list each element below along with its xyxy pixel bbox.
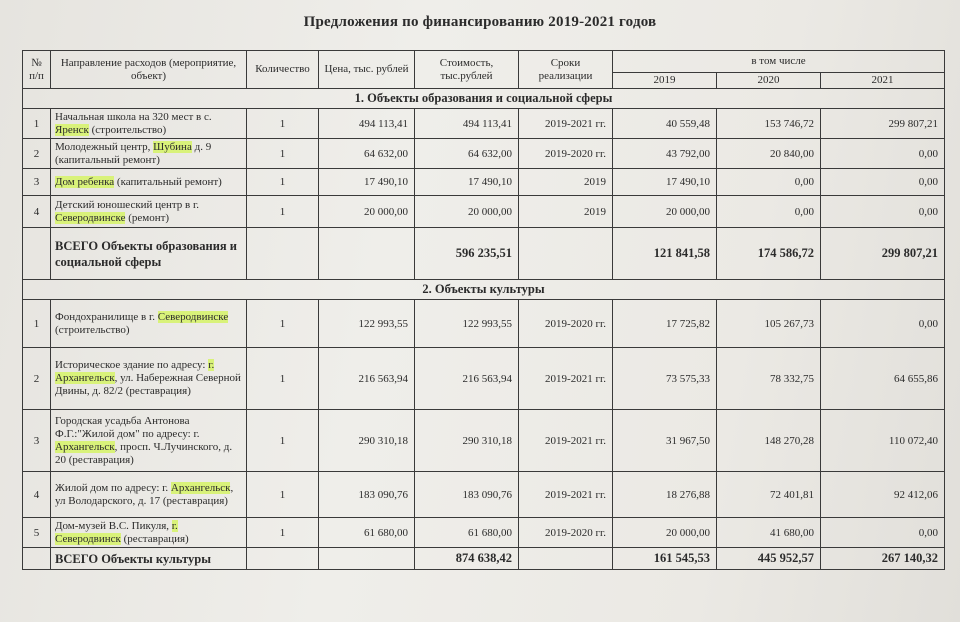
direction-text: (капитальный ремонт) [114,175,222,188]
direction-text: Молодежный центр, [55,140,154,153]
row-cost: 17 490,10 [415,169,519,196]
row-2021: 299 807,21 [821,109,945,139]
total-2020: 445 952,57 [717,548,821,570]
row-2019: 18 276,88 [613,472,717,518]
row-terms: 2019-2020 гг. [519,139,613,169]
row-2021: 92 412,06 [821,472,945,518]
row-2020: 148 270,28 [717,410,821,472]
total-row [23,548,945,570]
table-row [23,518,945,548]
section-row [23,280,945,300]
row-qty: 1 [247,518,319,548]
row-2020: 72 401,81 [717,472,821,518]
row-qty: 1 [247,472,319,518]
row-cost: 64 632,00 [415,139,519,169]
total-row [23,228,945,280]
highlighted-place: Архангельск [55,440,115,453]
row-direction [51,348,247,410]
row-direction [51,300,247,348]
row-price: 122 993,55 [319,300,415,348]
row-terms: 2019 [519,196,613,228]
row-2021: 0,00 [821,139,945,169]
direction-text: Историческое здание по адресу: [55,359,209,371]
row-number: 4 [23,472,51,518]
row-2019: 43 792,00 [613,139,717,169]
highlighted-place: Архангельск [170,481,231,494]
row-direction [51,109,247,139]
row-2021: 0,00 [821,196,945,228]
header-2021: 2021 [821,73,945,89]
row-cost: 122 993,55 [415,300,519,348]
highlighted-place: Яренск [55,123,89,136]
row-price: 183 090,76 [319,472,415,518]
row-price: 17 490,10 [319,169,415,196]
row-2021: 110 072,40 [821,410,945,472]
total-2021: 267 140,32 [821,548,945,570]
row-2019: 20 000,00 [613,518,717,548]
section-title: 2. Объекты культуры [23,280,945,300]
row-price: 20 000,00 [319,196,415,228]
row-direction [51,518,247,548]
row-qty: 1 [247,348,319,410]
row-2019: 20 000,00 [613,196,717,228]
row-price: 216 563,94 [319,348,415,410]
total-empty [319,228,415,280]
row-qty: 1 [247,300,319,348]
row-direction [51,196,247,228]
total-2021: 299 807,21 [821,228,945,280]
row-terms: 2019 [519,169,613,196]
total-cost: 596 235,51 [415,228,519,280]
row-terms: 2019-2021 гг. [519,109,613,139]
row-number: 5 [23,518,51,548]
row-terms: 2019-2021 гг. [519,348,613,410]
total-2019: 121 841,58 [613,228,717,280]
header-qty: Количество [247,51,319,89]
highlighted-place: Северодвинске [55,211,126,224]
direction-text: Фондохранилище в г. [55,310,158,323]
row-cost: 216 563,94 [415,348,519,410]
row-2021: 64 655,86 [821,348,945,410]
row-price: 494 113,41 [319,109,415,139]
direction-text: , ул. Набережная Северной Двины, д. 82/2 (реставрация) [55,372,241,397]
total-2020: 174 586,72 [717,228,821,280]
row-cost: 494 113,41 [415,109,519,139]
table-row [23,472,945,518]
total-empty [519,228,613,280]
direction-text: (реставрация) [120,532,189,545]
row-2019: 17 725,82 [613,300,717,348]
row-qty: 1 [247,139,319,169]
highlighted-place: г. Архангельск [55,359,215,384]
row-2021: 0,00 [821,300,945,348]
row-2020: 0,00 [717,169,821,196]
total-empty [247,228,319,280]
row-number: 2 [23,139,51,169]
row-terms: 2019-2020 гг. [519,300,613,348]
row-direction [51,169,247,196]
highlighted-place: Северодвинске [157,310,229,323]
highlighted-place: Дом ребенка [55,175,115,188]
row-2019: 17 490,10 [613,169,717,196]
table-row [23,410,945,472]
row-2020: 0,00 [717,196,821,228]
row-2021: 0,00 [821,518,945,548]
direction-text: Жилой дом по адресу: г. [55,481,171,494]
table-row [23,300,945,348]
row-qty: 1 [247,196,319,228]
row-2020: 105 267,73 [717,300,821,348]
header-terms: Сроки реализации [519,51,613,89]
row-cost: 183 090,76 [415,472,519,518]
table-row [23,109,945,139]
row-2019: 31 967,50 [613,410,717,472]
row-direction [51,139,247,169]
row-2020: 153 746,72 [717,109,821,139]
table-row [23,169,945,196]
row-2019: 73 575,33 [613,348,717,410]
total-empty [519,548,613,570]
row-direction [51,410,247,472]
row-cost: 20 000,00 [415,196,519,228]
row-cost: 290 310,18 [415,410,519,472]
section-title: 1. Объекты образования и социальной сферы [23,89,945,109]
row-number: 1 [23,300,51,348]
direction-text: д. 9 (капитальный ремонт) [55,140,212,166]
document-title: Предложения по финансированию 2019-2021 годов [303,14,657,30]
header-num: № п/п [23,51,51,89]
table-row [23,196,945,228]
direction-text: (строительство) [55,323,130,336]
highlighted-place: Шубина [153,140,192,153]
direction-text: , просп. Ч.Лучинского, д. 20 (реставрация) [55,440,233,466]
direction-text: (ремонт) [125,211,170,224]
header-cost: Стоимость, тыс.рублей [415,51,519,89]
direction-text: , ул Володарского, д. 17 (реставрация) [55,481,234,507]
row-price: 290 310,18 [319,410,415,472]
header-2019: 2019 [613,73,717,89]
row-number: 3 [23,410,51,472]
table-row [23,348,945,410]
row-terms: 2019-2021 гг. [519,472,613,518]
total-label: ВСЕГО Объекты образования и социальной сферы [51,228,247,280]
row-2020: 78 332,75 [717,348,821,410]
highlighted-place: г. Северодвинск [55,519,178,545]
direction-text: (строительство) [88,123,167,136]
header-direction: Направление расходов (мероприятие, объект) [51,51,247,89]
header-price: Цена, тыс. рублей [319,51,415,89]
row-terms: 2019-2020 гг. [519,518,613,548]
total-empty [23,548,51,570]
total-empty [23,228,51,280]
row-2021: 0,00 [821,169,945,196]
total-2019: 161 545,53 [613,548,717,570]
direction-text: Дом-музей В.С. Пикуля, [55,519,172,532]
row-2020: 20 840,00 [717,139,821,169]
row-cost: 61 680,00 [415,518,519,548]
row-number: 4 [23,196,51,228]
total-empty [247,548,319,570]
row-terms: 2019-2021 гг. [519,410,613,472]
direction-text: Городская усадьба Антонова Ф.Г.:"Жилой дом" по адресу: г. [55,414,200,440]
row-2020: 41 680,00 [717,518,821,548]
section-row [23,89,945,109]
total-cost: 874 638,42 [415,548,519,570]
table-row [23,139,945,169]
direction-text: Начальная школа на 320 мест в с. [55,110,212,123]
row-number: 2 [23,348,51,410]
header-including: в том числе [613,51,945,73]
row-number: 1 [23,109,51,139]
row-number: 3 [23,169,51,196]
funding-table [22,50,945,570]
row-price: 64 632,00 [319,139,415,169]
total-label: ВСЕГО Объекты культуры [51,548,247,570]
row-qty: 1 [247,169,319,196]
total-empty [319,548,415,570]
row-qty: 1 [247,109,319,139]
direction-text: Детский юношеский центр в г. [55,198,200,211]
row-qty: 1 [247,410,319,472]
row-2019: 40 559,48 [613,109,717,139]
header-2020: 2020 [717,73,821,89]
row-price: 61 680,00 [319,518,415,548]
row-direction [51,472,247,518]
